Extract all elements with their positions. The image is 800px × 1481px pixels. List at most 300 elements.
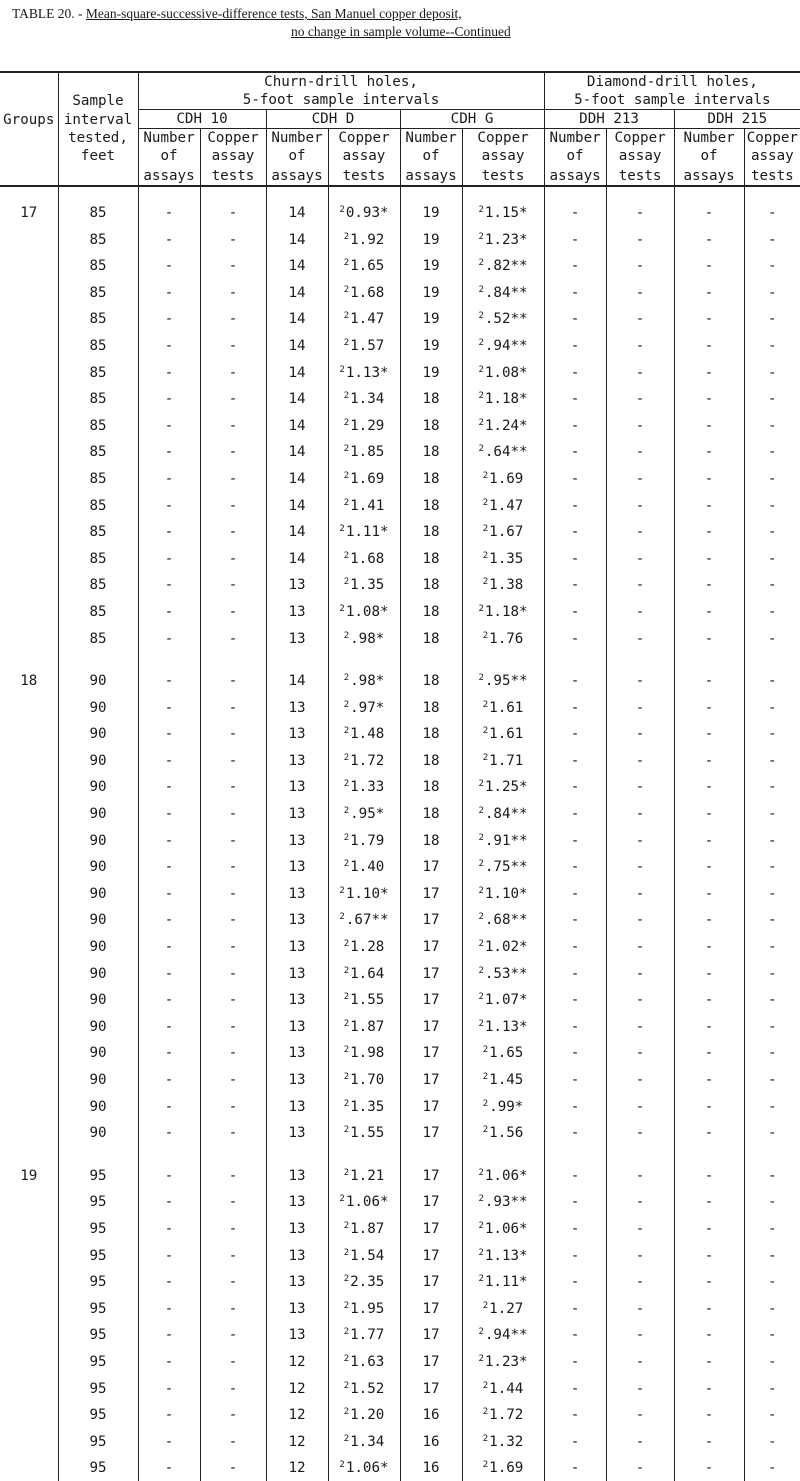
copper-test-cell: - xyxy=(744,986,800,1013)
interval-cell: 90 xyxy=(58,720,138,747)
assay-count-cell: - xyxy=(544,465,606,492)
copper-value: 1.08* xyxy=(484,364,528,381)
footnote-marker: 2 xyxy=(478,912,484,923)
assay-count-cell: 19 xyxy=(400,359,462,386)
table-row xyxy=(0,571,800,598)
interval-cell: 95 xyxy=(58,1188,138,1215)
copper-test-cell: - xyxy=(200,305,266,332)
hdr-number: Number xyxy=(266,129,328,148)
assay-count-cell: - xyxy=(544,827,606,854)
assay-count-cell: - xyxy=(674,1188,744,1215)
assay-count-cell: - xyxy=(674,1066,744,1093)
table-row xyxy=(0,933,800,960)
copper-test-cell: - xyxy=(744,359,800,386)
copper-test-cell: - xyxy=(744,960,800,987)
copper-test-cell xyxy=(462,960,544,987)
title-main: Mean-square-successive-difference tests, San Manuel copper deposit, xyxy=(85,6,462,21)
copper-test-cell xyxy=(462,545,544,572)
assay-count-cell: - xyxy=(544,279,606,306)
assay-count-cell: 17 xyxy=(400,1188,462,1215)
copper-value: .94** xyxy=(484,1327,528,1344)
assay-count-cell: - xyxy=(138,667,200,694)
interval-cell: 85 xyxy=(58,492,138,519)
copper-test-cell: - xyxy=(200,625,266,652)
interval-cell: 95 xyxy=(58,1321,138,1348)
assay-count-cell: 17 xyxy=(400,1321,462,1348)
table-header xyxy=(0,72,800,186)
copper-value: .95* xyxy=(350,806,385,823)
copper-test-cell: - xyxy=(606,545,674,572)
table-body xyxy=(0,186,800,1481)
footnote-marker: 2 xyxy=(482,726,489,737)
copper-test-cell: - xyxy=(606,933,674,960)
assay-count-cell: 14 xyxy=(266,667,328,694)
table-row xyxy=(0,720,800,747)
footnote-marker: 2 xyxy=(482,1407,489,1418)
assay-count-cell: 13 xyxy=(266,694,328,721)
copper-test-cell xyxy=(328,827,400,854)
copper-test-cell: - xyxy=(606,1321,674,1348)
hdr-churn-line2: 5-foot sample intervals xyxy=(138,91,544,110)
copper-test-cell xyxy=(462,800,544,827)
assay-count-cell: - xyxy=(138,1321,200,1348)
copper-test-cell: - xyxy=(200,598,266,625)
copper-value: 1.18* xyxy=(484,603,528,620)
copper-value: 1.95 xyxy=(350,1300,385,1317)
assay-count-cell: - xyxy=(674,1401,744,1428)
assay-count-cell: - xyxy=(674,960,744,987)
footnote-marker: 2 xyxy=(478,284,484,295)
interval-cell: 90 xyxy=(58,986,138,1013)
interval-cell: 90 xyxy=(58,853,138,880)
assay-count-cell: 17 xyxy=(400,1119,462,1146)
copper-value: 1.77 xyxy=(350,1327,385,1344)
assay-count-cell: 17 xyxy=(400,853,462,880)
assay-count-cell: - xyxy=(674,1295,744,1322)
footnote-marker: 2 xyxy=(343,391,350,402)
copper-test-cell xyxy=(462,933,544,960)
table-row xyxy=(0,986,800,1013)
interval-cell: 90 xyxy=(58,773,138,800)
interval-cell: 90 xyxy=(58,827,138,854)
copper-test-cell: - xyxy=(744,1039,800,1066)
footnote-marker: 2 xyxy=(343,1274,350,1285)
assay-count-cell: 17 xyxy=(400,1375,462,1402)
copper-test-cell: - xyxy=(606,1375,674,1402)
assay-count-cell: - xyxy=(138,305,200,332)
copper-test-cell xyxy=(328,332,400,359)
copper-test-cell: - xyxy=(200,1268,266,1295)
footnote-marker: 2 xyxy=(482,1098,489,1109)
copper-test-cell: - xyxy=(606,465,674,492)
assay-count-cell: - xyxy=(674,880,744,907)
copper-value: .98* xyxy=(350,630,385,647)
table-row xyxy=(0,492,800,519)
footnote-marker: 2 xyxy=(478,258,484,269)
footnote-marker: 2 xyxy=(478,1327,484,1338)
assay-count-cell: - xyxy=(138,933,200,960)
title-prefix: TABLE 20. - xyxy=(12,6,86,21)
assay-count-cell: 17 xyxy=(400,960,462,987)
copper-test-cell: - xyxy=(200,1401,266,1428)
copper-test-cell: - xyxy=(744,571,800,598)
copper-value: 1.29 xyxy=(350,417,385,434)
assay-count-cell: - xyxy=(138,827,200,854)
copper-test-cell: - xyxy=(606,747,674,774)
footnote-marker: 2 xyxy=(339,364,345,375)
copper-test-cell: - xyxy=(200,1454,266,1481)
assay-count-cell: 17 xyxy=(400,880,462,907)
assay-count-cell: - xyxy=(674,1119,744,1146)
copper-value: 1.56 xyxy=(489,1125,524,1142)
copper-value: 1.33 xyxy=(350,779,385,796)
assay-count-cell: - xyxy=(138,960,200,987)
table-row xyxy=(0,1188,800,1215)
hdr-number: Number xyxy=(674,129,744,148)
table-row xyxy=(0,1119,800,1146)
footnote-marker: 2 xyxy=(343,1407,350,1418)
copper-test-cell xyxy=(328,252,400,279)
copper-value: 1.32 xyxy=(489,1433,524,1450)
hdr-of: of xyxy=(400,147,462,165)
assay-count-cell: - xyxy=(674,1242,744,1269)
copper-test-cell: - xyxy=(606,960,674,987)
assay-count-cell: 13 xyxy=(266,1215,328,1242)
copper-test-cell xyxy=(462,1321,544,1348)
copper-value: 1.21 xyxy=(350,1167,385,1184)
footnote-marker: 2 xyxy=(482,752,489,763)
copper-test-cell: - xyxy=(744,933,800,960)
copper-test-cell xyxy=(462,1348,544,1375)
copper-test-cell xyxy=(462,1162,544,1189)
assay-count-cell: - xyxy=(674,1321,744,1348)
copper-test-cell: - xyxy=(606,800,674,827)
footnote-marker: 2 xyxy=(343,1167,350,1178)
interval-cell: 85 xyxy=(58,359,138,386)
table-row xyxy=(0,385,800,412)
copper-value: .84** xyxy=(484,806,528,823)
copper-value: .95** xyxy=(484,673,528,690)
assay-count-cell: - xyxy=(138,226,200,253)
footnote-marker: 2 xyxy=(343,1045,350,1056)
copper-value: 1.98 xyxy=(350,1045,385,1062)
assay-count-cell: 17 xyxy=(400,1268,462,1295)
table-row xyxy=(0,1162,800,1189)
assay-count-cell: - xyxy=(544,1295,606,1322)
assay-count-cell: 14 xyxy=(266,465,328,492)
assay-count-cell: - xyxy=(544,1454,606,1481)
copper-value: 1.24* xyxy=(484,417,528,434)
copper-test-cell: - xyxy=(606,252,674,279)
assay-count-cell: 17 xyxy=(400,933,462,960)
copper-value: .64** xyxy=(484,444,528,461)
footnote-marker: 2 xyxy=(343,258,350,269)
assay-count-cell: - xyxy=(674,252,744,279)
hdr-tests: tests xyxy=(462,165,544,186)
copper-test-cell: - xyxy=(200,279,266,306)
copper-value: 1.76 xyxy=(489,630,524,647)
copper-test-cell: - xyxy=(200,465,266,492)
copper-test-cell xyxy=(328,1093,400,1120)
hdr-copper: Copper xyxy=(606,129,674,148)
table-row xyxy=(0,518,800,545)
interval-cell: 95 xyxy=(58,1242,138,1269)
copper-test-cell: - xyxy=(744,625,800,652)
hdr-assays: assays xyxy=(544,165,606,186)
interval-cell: 90 xyxy=(58,1093,138,1120)
table-row xyxy=(0,199,800,226)
footnote-marker: 2 xyxy=(339,524,345,535)
copper-test-cell xyxy=(462,518,544,545)
table-row xyxy=(0,226,800,253)
copper-test-cell xyxy=(328,1013,400,1040)
interval-cell: 85 xyxy=(58,199,138,226)
assay-count-cell: - xyxy=(544,625,606,652)
copper-test-cell: - xyxy=(200,359,266,386)
assay-count-cell: 18 xyxy=(400,800,462,827)
assay-count-cell: - xyxy=(544,773,606,800)
hdr-assay: assay xyxy=(606,147,674,165)
assay-count-cell: 13 xyxy=(266,598,328,625)
copper-value: 1.35 xyxy=(489,550,524,567)
copper-value: 1.08* xyxy=(345,603,389,620)
hdr-tests: tests xyxy=(744,165,800,186)
table-row xyxy=(0,880,800,907)
copper-test-cell: - xyxy=(744,906,800,933)
copper-test-cell: - xyxy=(744,279,800,306)
assay-count-cell: - xyxy=(544,853,606,880)
assay-count-cell: - xyxy=(674,933,744,960)
assay-count-cell: - xyxy=(138,1348,200,1375)
copper-test-cell xyxy=(328,1321,400,1348)
assay-count-cell: - xyxy=(138,492,200,519)
interval-cell: 90 xyxy=(58,747,138,774)
table-row xyxy=(0,1215,800,1242)
table-row xyxy=(0,1013,800,1040)
interval-cell: 85 xyxy=(58,598,138,625)
assay-count-cell: - xyxy=(138,252,200,279)
footnote-marker: 2 xyxy=(478,965,484,976)
assay-count-cell: - xyxy=(544,1093,606,1120)
assay-count-cell: 13 xyxy=(266,720,328,747)
assay-count-cell: 13 xyxy=(266,1268,328,1295)
assay-count-cell: 17 xyxy=(400,1295,462,1322)
assay-count-cell: - xyxy=(674,986,744,1013)
copper-test-cell xyxy=(328,667,400,694)
copper-test-cell: - xyxy=(200,853,266,880)
hdr-number: Number xyxy=(138,129,200,148)
copper-test-cell: - xyxy=(744,1215,800,1242)
hdr-copper: Copper xyxy=(200,129,266,148)
copper-test-cell: - xyxy=(744,1242,800,1269)
copper-test-cell: - xyxy=(606,625,674,652)
title-line-1 xyxy=(12,6,462,22)
copper-test-cell: - xyxy=(744,1375,800,1402)
footnote-marker: 2 xyxy=(478,779,484,790)
footnote-marker: 2 xyxy=(343,470,350,481)
footnote-marker: 2 xyxy=(343,1433,350,1444)
copper-test-cell xyxy=(462,827,544,854)
assay-count-cell: - xyxy=(674,385,744,412)
copper-test-cell: - xyxy=(606,598,674,625)
copper-test-cell: - xyxy=(200,385,266,412)
assay-count-cell: - xyxy=(138,385,200,412)
copper-test-cell xyxy=(328,1428,400,1455)
assay-count-cell: 13 xyxy=(266,625,328,652)
copper-value: 1.72 xyxy=(350,752,385,769)
copper-test-cell xyxy=(462,492,544,519)
hdr-assay: assay xyxy=(462,147,544,165)
table-row xyxy=(0,694,800,721)
copper-test-cell: - xyxy=(606,385,674,412)
hdr-assays: assays xyxy=(138,165,200,186)
copper-test-cell: - xyxy=(744,332,800,359)
assay-count-cell: - xyxy=(544,1401,606,1428)
assay-count-cell: - xyxy=(138,800,200,827)
interval-cell: 90 xyxy=(58,1013,138,1040)
table-row xyxy=(0,747,800,774)
footnote-marker: 2 xyxy=(343,752,350,763)
footnote-marker: 2 xyxy=(478,1274,484,1285)
footnote-marker: 2 xyxy=(478,1167,484,1178)
copper-test-cell: - xyxy=(744,1401,800,1428)
copper-test-cell: - xyxy=(606,773,674,800)
footnote-marker: 2 xyxy=(478,859,484,870)
copper-test-cell xyxy=(328,279,400,306)
copper-test-cell: - xyxy=(606,571,674,598)
assay-count-cell: 13 xyxy=(266,1093,328,1120)
copper-value: 1.69 xyxy=(489,470,524,487)
copper-value: .99* xyxy=(489,1098,524,1115)
assay-count-cell: - xyxy=(138,1066,200,1093)
copper-test-cell: - xyxy=(200,1215,266,1242)
assay-count-cell: - xyxy=(544,720,606,747)
footnote-marker: 2 xyxy=(343,859,350,870)
copper-test-cell: - xyxy=(744,1295,800,1322)
copper-value: 1.87 xyxy=(350,1220,385,1237)
copper-test-cell: - xyxy=(744,1321,800,1348)
hdr-ddh215: DDH 215 xyxy=(674,110,800,129)
copper-test-cell xyxy=(328,1295,400,1322)
table-row xyxy=(0,1401,800,1428)
copper-test-cell: - xyxy=(200,1093,266,1120)
assay-count-cell: - xyxy=(674,545,744,572)
assay-count-cell: - xyxy=(674,1348,744,1375)
assay-count-cell: - xyxy=(138,720,200,747)
assay-count-cell: - xyxy=(674,853,744,880)
assay-count-cell: 14 xyxy=(266,412,328,439)
copper-value: .82** xyxy=(484,258,528,275)
copper-test-cell xyxy=(462,332,544,359)
assay-count-cell: - xyxy=(674,598,744,625)
copper-test-cell: - xyxy=(744,226,800,253)
copper-test-cell xyxy=(462,880,544,907)
assay-count-cell: - xyxy=(674,1013,744,1040)
copper-test-cell xyxy=(462,1242,544,1269)
copper-test-cell: - xyxy=(744,827,800,854)
copper-test-cell xyxy=(328,1215,400,1242)
title-line-2: no change in sample volume--Continued xyxy=(291,24,511,39)
copper-test-cell: - xyxy=(744,465,800,492)
copper-test-cell xyxy=(462,1401,544,1428)
interval-cell: 90 xyxy=(58,1066,138,1093)
assay-count-cell: - xyxy=(674,518,744,545)
footnote-marker: 2 xyxy=(343,1098,350,1109)
copper-test-cell: - xyxy=(200,571,266,598)
assay-count-cell: - xyxy=(674,1215,744,1242)
copper-test-cell xyxy=(328,1268,400,1295)
copper-test-cell: - xyxy=(606,827,674,854)
interval-cell: 90 xyxy=(58,933,138,960)
copper-test-cell: - xyxy=(744,438,800,465)
table-row xyxy=(0,465,800,492)
copper-test-cell: - xyxy=(606,1348,674,1375)
assay-count-cell: 14 xyxy=(266,305,328,332)
copper-test-cell: - xyxy=(200,1119,266,1146)
footnote-marker: 2 xyxy=(478,337,484,348)
assay-count-cell: - xyxy=(544,667,606,694)
interval-cell: 85 xyxy=(58,438,138,465)
hdr-interval: interval xyxy=(58,110,138,129)
copper-test-cell: - xyxy=(606,1093,674,1120)
table-row xyxy=(0,1242,800,1269)
assay-count-cell: - xyxy=(544,747,606,774)
hdr-copper: Copper xyxy=(462,129,544,148)
copper-test-cell: - xyxy=(606,332,674,359)
copper-test-cell: - xyxy=(200,1039,266,1066)
assay-count-cell: 13 xyxy=(266,1321,328,1348)
footnote-marker: 2 xyxy=(339,912,345,923)
footnote-marker: 2 xyxy=(339,603,345,614)
interval-cell: 85 xyxy=(58,412,138,439)
assay-count-cell: 17 xyxy=(400,1215,462,1242)
copper-value: 1.06* xyxy=(484,1220,528,1237)
interval-cell: 85 xyxy=(58,252,138,279)
assay-count-cell: 13 xyxy=(266,1242,328,1269)
footnote-marker: 2 xyxy=(478,1353,484,1364)
footnote-marker: 2 xyxy=(478,1220,484,1231)
table-row xyxy=(0,438,800,465)
hdr-of: of xyxy=(674,147,744,165)
assay-count-cell: - xyxy=(138,694,200,721)
copper-test-cell: - xyxy=(744,199,800,226)
copper-value: 1.54 xyxy=(350,1247,385,1264)
assay-count-cell: - xyxy=(674,1375,744,1402)
copper-value: 1.13* xyxy=(484,1018,528,1035)
copper-value: 2.35 xyxy=(350,1274,385,1291)
hdr-cdh10: CDH 10 xyxy=(138,110,266,129)
copper-test-cell: - xyxy=(606,1295,674,1322)
footnote-marker: 2 xyxy=(343,1125,350,1136)
copper-test-cell: - xyxy=(744,800,800,827)
copper-test-cell xyxy=(328,773,400,800)
assay-count-cell: - xyxy=(138,598,200,625)
copper-value: 1.69 xyxy=(350,470,385,487)
copper-test-cell: - xyxy=(200,1428,266,1455)
footnote-marker: 2 xyxy=(478,391,484,402)
assay-count-cell: 14 xyxy=(266,279,328,306)
group-spacer xyxy=(0,186,800,199)
assay-count-cell: - xyxy=(544,226,606,253)
hdr-cdhg: CDH G xyxy=(400,110,544,129)
footnote-marker: 2 xyxy=(343,806,350,817)
copper-value: 1.06* xyxy=(484,1167,528,1184)
assay-count-cell: - xyxy=(138,1188,200,1215)
assay-count-cell: 14 xyxy=(266,359,328,386)
footnote-marker: 2 xyxy=(343,992,350,1003)
assay-count-cell: - xyxy=(138,906,200,933)
assay-count-cell: 12 xyxy=(266,1428,328,1455)
